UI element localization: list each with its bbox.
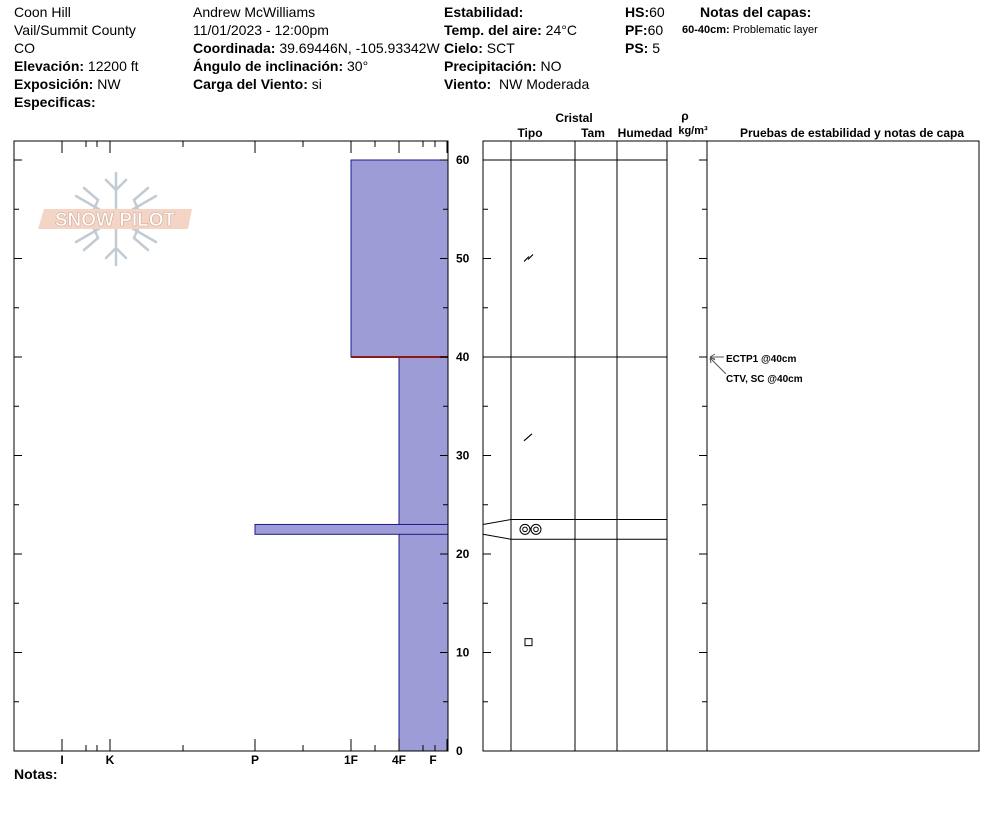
hardness-label: 1F (343, 753, 359, 767)
grain-symbol-melt-freeze-outer (531, 524, 541, 534)
air-temp-value: 24°C (545, 22, 577, 38)
hardness-bars (255, 160, 448, 751)
col-header-density-unit: kg/m³ (678, 125, 708, 137)
grain-symbol-decomposing (524, 255, 533, 262)
observer: Andrew McWilliams (193, 4, 316, 20)
sky-label: Cielo: (444, 40, 483, 56)
depth-tick-label: 10 (456, 645, 470, 660)
depth-tick-label: 0 (456, 744, 463, 758)
location: Coon Hill (14, 4, 71, 20)
stability-test-label: ECTP1 @40cm (726, 354, 797, 365)
aspect-value: NW (97, 76, 121, 92)
slope-value: 30° (347, 58, 369, 74)
hs-value: 60 (649, 4, 665, 20)
hardness-label: F (429, 753, 437, 767)
slope-label: Ángulo de inclinación: (193, 58, 344, 74)
coord-value: 39.69446N, -105.93342W (279, 40, 440, 56)
coord-label: Coordinada: (193, 40, 276, 56)
depth-tick-label: 60 (456, 153, 470, 167)
precip-label: Precipitación: (444, 58, 537, 74)
grain-symbol-melt-freeze-outer (520, 524, 530, 534)
layer-notes-label: Notas del capas: (700, 4, 812, 20)
wind-label: Viento: (444, 76, 492, 92)
test-arrow-1 (710, 354, 724, 360)
hs-label: HS: (625, 4, 650, 20)
grain-symbol-faceted (525, 639, 532, 646)
elevation-value: 12200 ft (87, 58, 139, 74)
pf-label: PF: (625, 22, 648, 38)
wind-load-value: si (311, 76, 322, 92)
stability-tests (710, 354, 803, 385)
snowpilot-logo (38, 173, 192, 265)
hardness-label: I (60, 753, 64, 767)
stability-test-label: CTV, SC @40cm (726, 374, 803, 385)
wind-load-label: Carga del Viento: (193, 76, 308, 92)
hardness-label: K (105, 753, 115, 767)
aspect-label: Exposición: (14, 76, 94, 92)
grain-table-frame (483, 141, 979, 751)
datetime: 11/01/2023 - 12:00pm (193, 22, 329, 38)
hardness-label: 4F (391, 753, 407, 767)
region: Vail/Summit County (14, 22, 136, 38)
ps-label: PS: (625, 40, 649, 56)
depth-tick-label: 50 (456, 251, 470, 266)
air-temp-label: Temp. del aire: (444, 22, 542, 38)
grain-symbol-melt-freeze-inner (523, 527, 528, 532)
logo-text: SNOW PILOT (54, 210, 176, 231)
state: CO (14, 40, 35, 56)
col-header-size: Tam (581, 126, 605, 140)
col-header-tests: Pruebas de estabilidad y notas de capa (739, 126, 965, 140)
depth-tick-label: 40 (456, 350, 470, 364)
col-header-moisture: Humedad (617, 126, 673, 140)
pf-value: 60 (647, 22, 664, 38)
grain-symbol-melt-freeze-inner (534, 527, 539, 532)
col-header-type: Tipo (517, 126, 543, 140)
layer-note-text: Problematic layer (732, 24, 818, 36)
table-depth-ticks (483, 160, 707, 751)
sky-value: SCT (486, 40, 515, 56)
col-header-rho: ρ (681, 109, 689, 123)
stability-label: Estabilidad: (444, 4, 524, 20)
hardness-label: P (250, 753, 260, 767)
ps-value: 5 (652, 40, 661, 56)
layer-note-range: 60-40cm: (682, 24, 730, 36)
depth-tick-label: 20 (456, 547, 470, 561)
test-arrow-2 (710, 358, 726, 374)
hardness-bar (255, 524, 448, 534)
depth-tick-label: 30 (456, 448, 470, 463)
precip-value: NO (540, 58, 562, 74)
elevation-label: Elevación: (14, 58, 85, 74)
grain-symbol-precipitation (524, 434, 532, 441)
grain-symbols (520, 255, 541, 646)
wind-value: NW Moderada (498, 76, 590, 92)
hardness-scale-labels (60, 753, 436, 767)
specifics-label: Especificas: (14, 94, 96, 110)
notes-label: Notas: (14, 766, 58, 782)
hardness-bar (351, 160, 448, 357)
col-header-crystal: Cristal (555, 111, 593, 125)
